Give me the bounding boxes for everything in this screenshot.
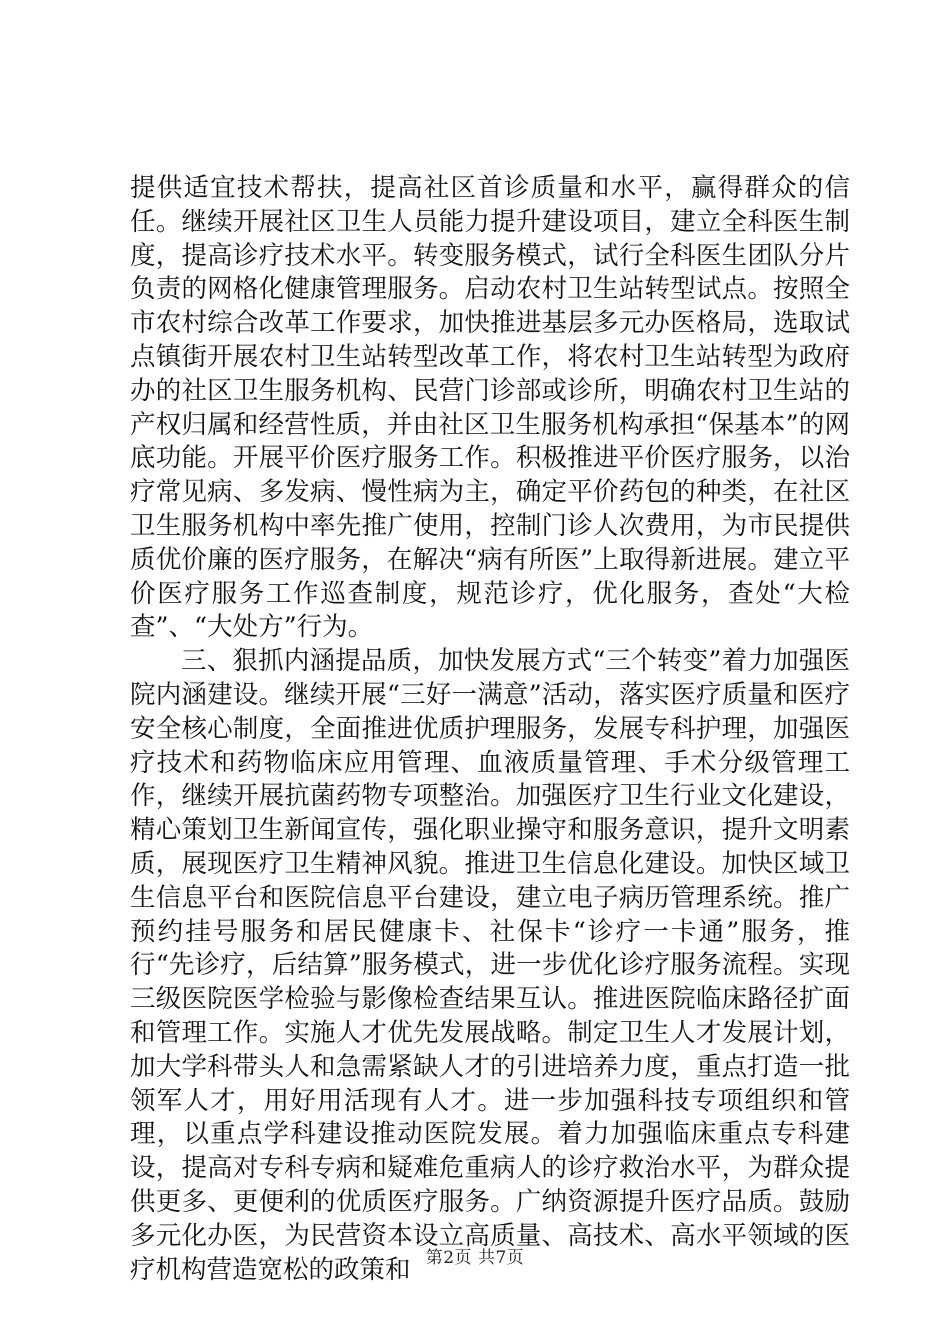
document-body: [130, 172, 850, 1287]
page-number-footer: 第2页 共7页: [425, 1248, 525, 1268]
paragraph-section-three: 三、狠抓内涵提品质，加快发展方式“三个转变”着力加强医院内涵建设。继续开展“三好一满意”活动，落实医疗质量和医疗安全核心制度，全面推进优质护理服务，发展专科护理，加强医疗技术和药物临床应用管理、血液质量管理、手术分级管理工作，继续开展抗菌药物专项整治。加强医疗卫生行业文化建设，精心策划卫生新闻宣传，强化职业操守和服务意识，提升文明素质，展现医疗卫生精神风貌。推进卫生信息化建设。加快区域卫生信息平台和医院信息平台建设，建立电子病历管理系统。推广预约挂号服务和居民健康卡、社保卡“诊疗一卡通”服务，推行“先诊疗，后结算”服务模式，进一步优化诊疗服务流程。实现三级医院医学检验与影像检查结果互认。推进医院临床路径扩面和管理工作。实施人才优先发展战略。制定卫生人才发展计划，加大学科带头人和急需紧缺人才的引进培养力度，重点打造一批领军人才，用好用活现有人才。进一步加强科技专项组织和管理，以重点学科建设推动医院发展。着力加强临床重点专科建设，提高对专科专病和疑难危重病人的诊疗救治水平，为群众提供更多、更便利的优质医疗服务。广纳资源提升医疗品质。鼓励多元化办医，为民营资本设立高质量、高技术、高水平领域的医疗机构营造宽松的政策和: [130, 646, 850, 1285]
paragraph-continuation: 提供适宜技术帮扶，提高社区首诊质量和水平，赢得群众的信任。继续开展社区卫生人员能力提升建设项目，建立全科医生制度，提高诊疗技术水平。转变服务模式，试行全科医生团队分片负责的网格化健康管理服务。启动农村卫生站转型试点。按照全市农村综合改革工作要求，加快推进基层多元办医格局，选取试点镇街开展农村卫生站转型改革工作，将农村卫生站转型为政府办的社区卫生服务机构、民营门诊部或诊所，明确农村卫生站的产权归属和经营性质，并由社区卫生服务机构承担“保基本”的网底功能。开展平价医疗服务工作。积极推进平价医疗服务，以治疗常见病、多发病、慢性病为主，确定平价药包的种类，在社区卫生服务机构中率先推广使用，控制门诊人次费用，为市民提供质优价廉的医疗服务，在解决“病有所医”上取得新进展。建立平价医疗服务工作巡查制度，规范诊疗，优化服务，查处“大检查”、“大处方”行为。: [130, 173, 850, 643]
